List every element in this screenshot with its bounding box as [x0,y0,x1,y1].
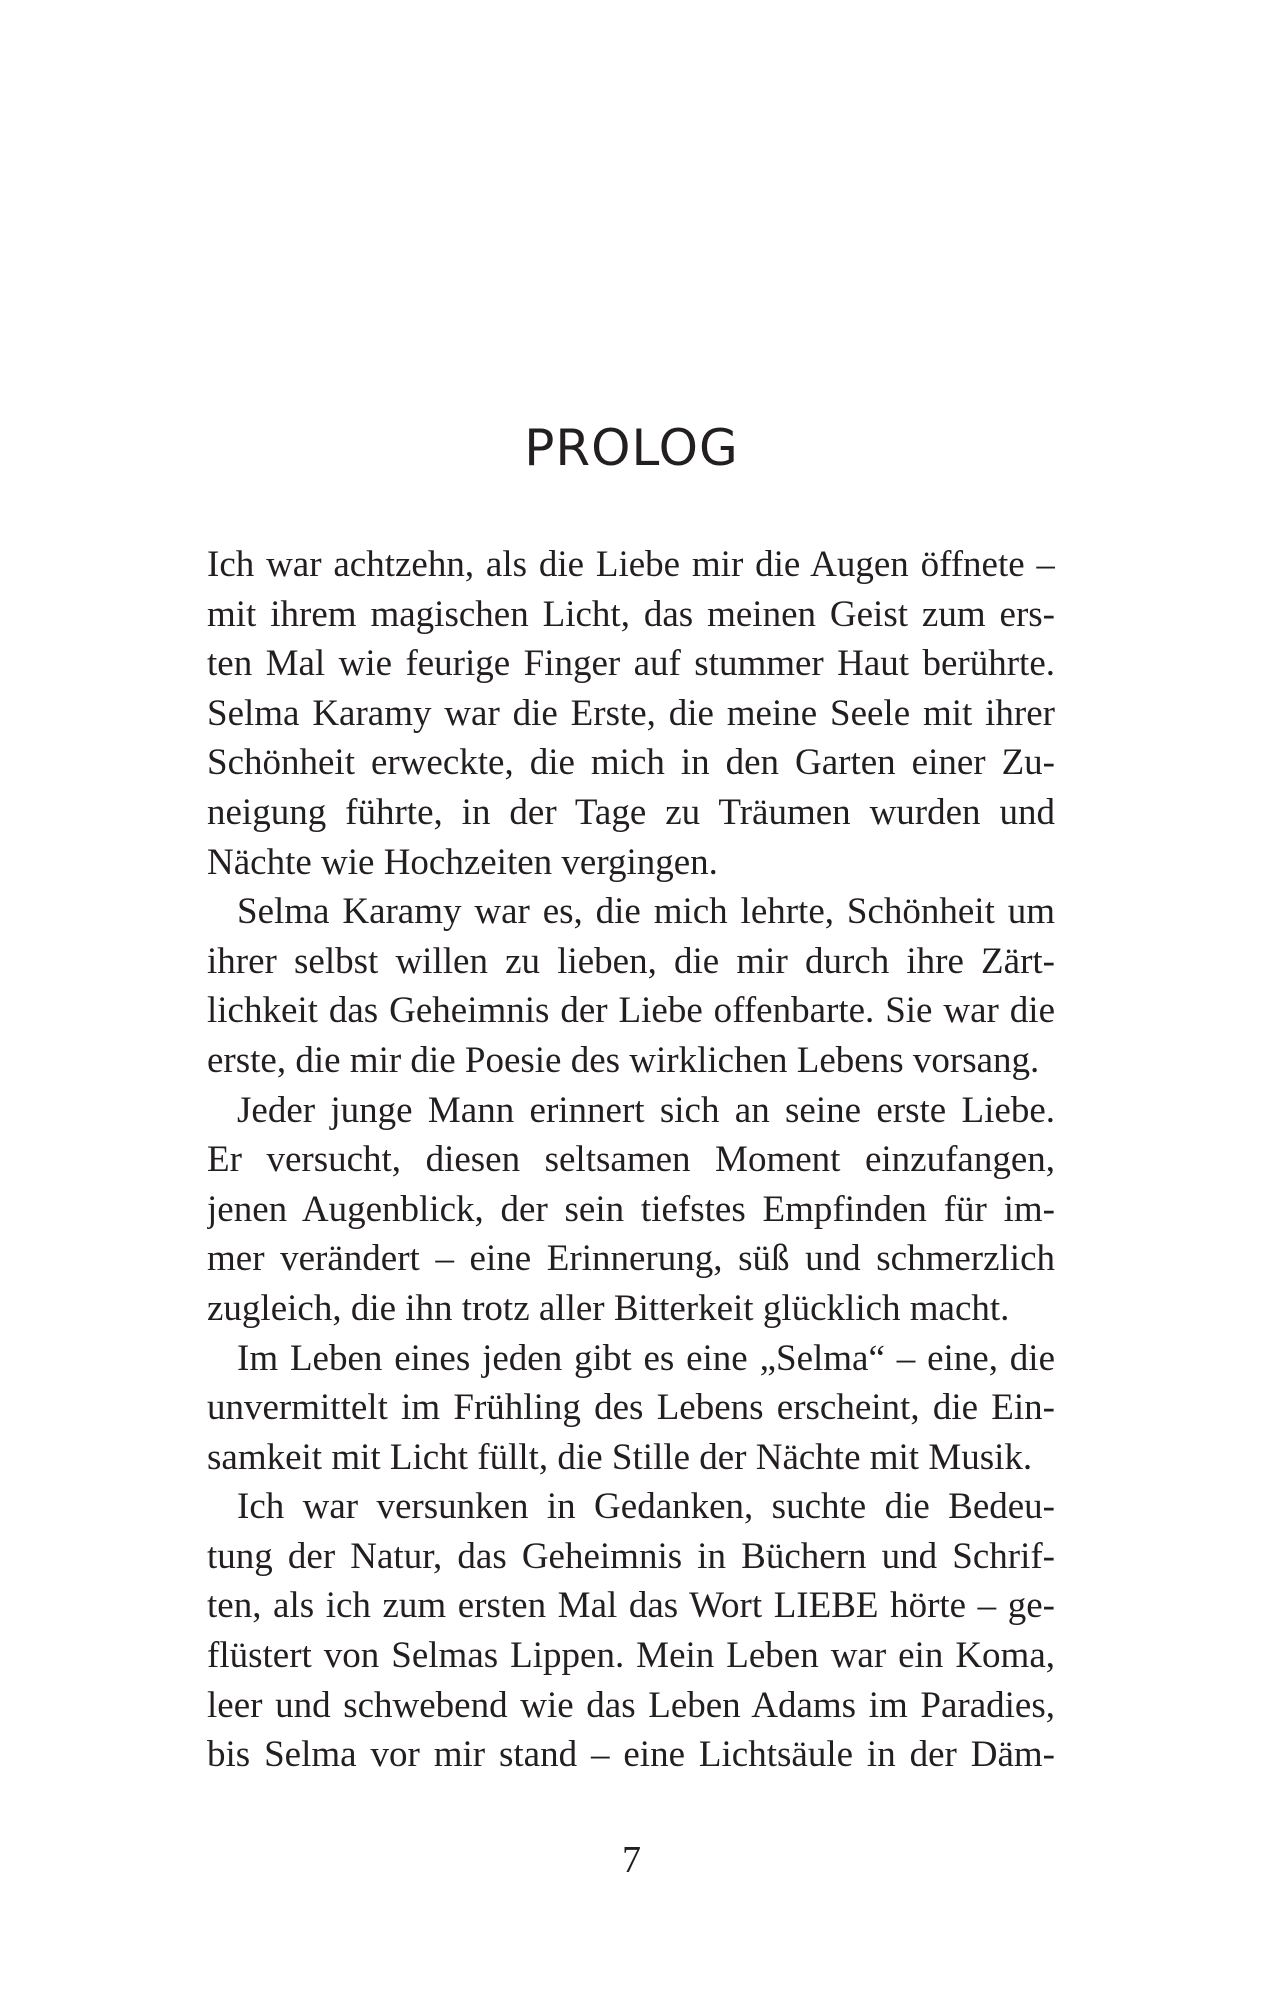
text-line: erste, die mir die Poesie des wirklichen Lebens vorsang. [207,1039,1040,1081]
text-line: ten, als ich zum ersten Mal das Wort LIEBE hörte – ge- [207,1585,1055,1627]
text-line: Nächte wie Hochzeiten vergingen. [207,841,718,883]
text-line: bis Selma vor mir stand – eine Lichtsäule in der Däm- [207,1734,1055,1776]
text-line: mit ihrem magischen Licht, das meinen Geist zum ers- [207,593,1055,635]
text-line: neigung führte, in der Tage zu Träumen wurden und [207,791,1055,833]
text-line: zugleich, die ihn trotz aller Bitterkeit glücklich macht. [207,1287,1010,1329]
text-line: Schönheit erweckte, die mich in den Garten einer Zu- [207,742,1055,784]
text-line: Im Leben eines jeden gibt es eine „Selma“ – eine, die [237,1337,1055,1379]
text-line: unvermittelt im Frühling des Lebens erscheint, die Ein- [207,1387,1055,1429]
text-line: ihrer selbst willen zu lieben, die mir durch ihre Zärt- [207,940,1055,982]
page-number: 7 [622,1839,641,1881]
text-line: samkeit mit Licht füllt, die Stille der Nächte mit Musik. [207,1436,1033,1478]
text-line: Ich war achtzehn, als die Liebe mir die Augen öffnete – [207,544,1055,585]
text-line: ten Mal wie feurige Finger auf stummer Haut berührte. [207,643,1055,685]
text-line: Ich war versunken in Gedanken, suchte die Bedeu- [237,1486,1055,1528]
text-line: tung der Natur, das Geheimnis in Büchern und Schrif- [207,1535,1055,1577]
chapter-title: PROLOG [524,419,739,477]
body-text [207,540,1055,1780]
text-line: Selma Karamy war es, die mich lehrte, Schönheit um [237,891,1055,933]
text-line: leer und schwebend wie das Leben Adams im Paradies, [207,1684,1055,1726]
text-line: flüstert von Selmas Lippen. Mein Leben war ein Koma, [207,1635,1055,1677]
text-line: Jeder junge Mann erinnert sich an seine erste Liebe. [237,1089,1055,1131]
text-line: mer verändert – eine Erinnerung, süß und schmerzlich [207,1238,1055,1280]
text-line: Selma Karamy war die Erste, die meine Seele mit ihrer [207,692,1055,734]
text-line: lichkeit das Geheimnis der Liebe offenbarte. Sie war die [207,990,1055,1032]
text-line: Er versucht, diesen seltsamen Moment einzufangen, [207,1139,1055,1181]
text-line: jenen Augenblick, der sein tiefstes Empfinden für im- [207,1188,1055,1230]
